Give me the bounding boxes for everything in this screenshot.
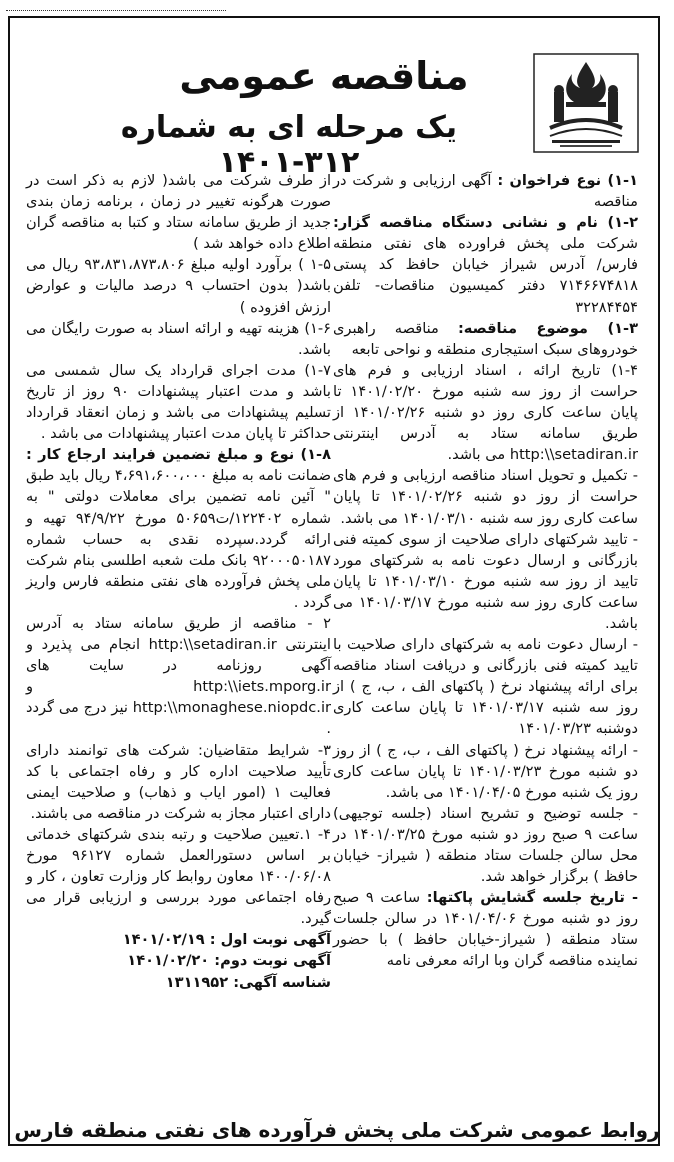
organizer-label: ۱-۲) نام و نشانی دستگاه مناقصه گزار: xyxy=(333,214,638,232)
ad-title: مناقصه عمومی xyxy=(179,54,469,98)
submission-paragraph: - تکمیل و تحویل اسناد مناقصه ارزیابی و فرم های حراست از روز دو شنبه ۱۴۰۱/۰۲/۲۶ تا پایان ساعت کاری روز سه شنبه ۱۴۰۱/۰۳/۱۰ می باشد. xyxy=(333,467,638,527)
opening-session-text: ساعت ۹ صبح روز دو شنبه مورخ ۱۴۰۱/۰۴/۰۶ در سالن جلسات ستاد منطقه ( شیراز-خیابان حافظ ) با حضور نماینده مناقصه گران وبا ارائه معرفی نامه xyxy=(333,889,638,970)
call-type-paragraph xyxy=(333,170,638,212)
opening-session-label: - تاریخ جلسه گشایش پاکتها: xyxy=(426,889,638,907)
opening-session-paragraph xyxy=(333,887,638,971)
subject-text: مناقصه راهبری خودروهای سبک استیجاری منطقه و نواحی تابعه xyxy=(333,319,638,358)
public-relations-footer: روابط عمومی شرکت ملی پخش فرآورده های نفتی منطقه فارس xyxy=(14,1118,660,1142)
call-type-text: آگهی ارزیابی و شرکت در مناقصه xyxy=(333,172,638,211)
ad-subtitle: یک مرحله ای به شماره ۳۱۲-۱۴۰۱ xyxy=(120,110,458,180)
price-offer-paragraph: - ارائه پیشنهاد نرخ ( پاکتهای الف ، ب، ج ) از روز دو شنبه مورخ ۱۴۰۱/۰۳/۲۳ تا پایان ساعت کاری روز یک شنبه مورخ ۱۴۰۱/۰۴/۰۵ می باشد. xyxy=(333,741,638,801)
call-type-label: ۱-۱) نوع فراخوان : xyxy=(497,172,639,189)
left-column xyxy=(26,170,331,993)
tender-ad-box xyxy=(8,16,660,1146)
first-notice-date: آگهی نوبت اول : ۱۴۰۱/۰۲/۱۹ xyxy=(122,931,331,949)
tender-portal-paragraph: ۲ - مناقصه از طریق سامانه ستاد به آدرس اینترنتی http:\\setadiran.ir انجام می پذیرد و آگهی روزنامه در سایت های http:\\iets.mporg.ir و http:\\monaghese.niopdc.ir نیز درج می گردد . xyxy=(26,614,331,738)
subject-label: ۱-۳) موضوع مناقصه: xyxy=(457,319,638,337)
ranking-paragraph: ۴- ۱.تعیین صلاحیت و رتبه بندی شرکتهای خدماتی بر اساس دستورالعمل شماره ۹۶۱۲۷ مورخ ۱۴۰۰/۰۶/۰۸ معاون روابط کار وزارت تعاون ، کار و رفاه اجتماعی مورد بررسی و ارزیابی قرار می گیرد. xyxy=(26,825,331,928)
briefing-session-paragraph: - جلسه توضیح و تشریح اسناد (جلسه توجیهی) ساعت ۹ صبح روز دو شنبه مورخ ۱۴۰۱/۰۳/۲۵ در محل سالن جلسات ستاد منطقه ( شیراز- خیابان حافظ ) برگزار خواهد شد. xyxy=(333,804,638,886)
guarantee-text: ضمانت نامه به مبلغ ۴،۶۹۱،۶۰۰،۰۰۰ ریال باید طبق " آئین نامه تضمین برای معاملات دولتی " به شماره ۱۲۲۴۰۲/ت۵۰۶۵۹ مورخ ۹۴/۹/۲۲ تهیه و ارائه گردد.سپرده نقدی به حساب شماره ۹۲۰۰۰۵۰۱۸۷ بانک ملت شعبه اطلسی بنام شرکت ملی پخش فرآورده های نفتی منطقه فارس واریز گردد . xyxy=(26,467,332,611)
contract-duration-paragraph: ۱-۷) مدت اجرای قرارداد یک سال شمسی می باشد و مدت اعتبار پیشنهادات ۹۰ روز از تاریخ تسلیم پیشنهادات می باشد و زمان انعقاد قرارداد حداکثر تا پایان مدت اعتبار پیشنهادات می باشد . xyxy=(26,361,331,443)
company-emblem-icon xyxy=(530,52,642,154)
right-column xyxy=(333,170,638,972)
documents-date-paragraph: ۱-۴) تاریخ ارائه ، اسناد ارزیابی و فرم های حراست از روز سه شنبه مورخ ۱۴۰۱/۰۲/۲۰ تا پایان ساعت کاری روز دو شنبه ۱۴۰۱/۰۲/۲۶ از طریق سامانه ستاد به آدرس اینترنتی http:\\setadiran.ir می باشد. xyxy=(333,361,638,464)
qualification-paragraph: - تایید شرکتهای دارای صلاحیت از سوی کمیته فنی بازرگانی و ارسال دعوت نامه به شرکتهای مورد تایید از روز سه شنبه مورخ ۱۴۰۱/۰۳/۱۰ تا پایان ساعت کاری روز سه شنبه مورخ ۱۴۰۱/۰۳/۱۷ می باشد. xyxy=(333,530,638,632)
ad-identifier: شناسه آگهی: ۱۳۱۱۹۵۲ xyxy=(165,973,331,991)
organizer-text: شرکت ملی پخش فراورده های نفتی منطقه فارس/ آدرس شیراز خیابان حافظ کد پستی ۷۱۴۶۶۷۴۸۱۸ دفتر کمیسیون مناقصات- تلفن ۳۲۲۸۴۴۵۴ xyxy=(333,235,638,316)
guarantee-label: ۱-۸) نوع و مبلغ تضمین فرایند ارجاع کار : xyxy=(26,446,331,464)
subject-paragraph xyxy=(333,318,638,360)
top-dotted-line xyxy=(6,0,226,11)
schedule-note-paragraph: از طرف شرکت می باشد( لازم به ذکر است در صورت هرگونه تغییر در زمان ، برنامه زمان بندی جدید از طریق سامانه ستاد و کتبا به مناقصه گران اطلاع داده خواهد شد ) xyxy=(26,172,331,253)
guarantee-paragraph xyxy=(26,444,331,613)
second-notice-date: آگهی نوبت دوم: ۱۴۰۱/۰۲/۲۰ xyxy=(127,952,331,970)
invitation-paragraph: - ارسال دعوت نامه به شرکتهای دارای صلاحیت با تایید کمیته فنی بازرگانی و دریافت اسناد مناقصه برای ارائه پیشنهاد نرخ ( پاکتهای الف ، ب، ج ) از روز سه شنبه ۱۴۰۱/۰۳/۱۷ تا پایان ساعت کاری دوشنبه ۱۴۰۱/۰۳/۲۳ xyxy=(333,636,639,738)
document-cost-paragraph: ۱-۶) هزینه تهیه و ارائه اسناد به صورت رایگان می باشد. xyxy=(26,319,331,358)
organizer-paragraph xyxy=(333,212,638,317)
estimate-paragraph: ۱-۵ ) برآورد اولیه مبلغ ۹۳،۸۳۱،۸۷۳،۸۰۶ ریال می باشد( بدون احتساب ۹ درصد مالیات و عوارض ارزش افزوده ) xyxy=(26,256,331,316)
applicant-conditions-paragraph: ۳- شرایط متقاضیان: شرکت های توانمند دارای تأیید صلاحیت اداره کار و رفاه اجتماعی با کد فعالیت ۱ (امور ایاب و ذهاب) و صلاحیت ایمنی دارای اعتبار مجاز به شرکت در مناقصه می باشند. xyxy=(26,741,331,822)
